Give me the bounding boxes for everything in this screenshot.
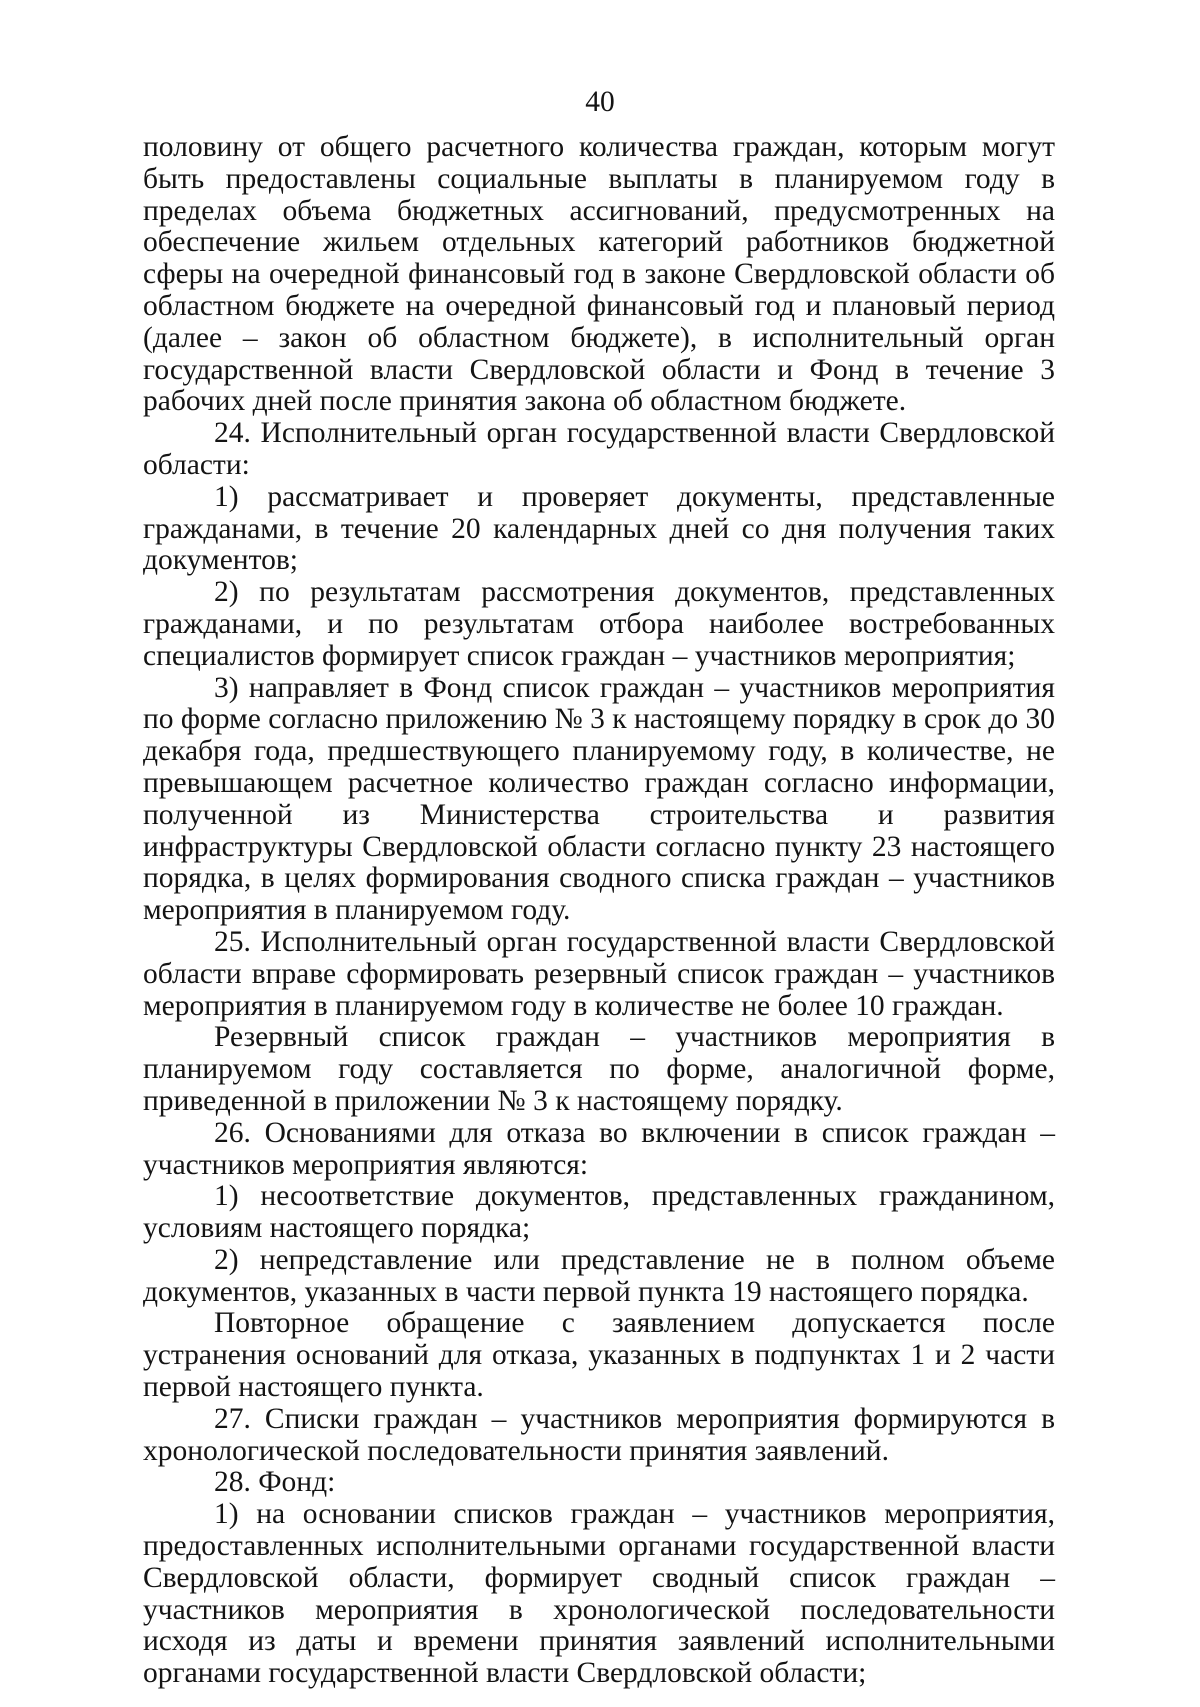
paragraph-item-28-1: 1) на основании списков граждан – участников мероприятия, предоставленных исполнительными органами государственной власти Свердловской области, формирует сводный список граждан – участников мероприятия в хронологической последовательности исходя из даты и времени принятия заявлений исполнительными органами государственной власти Свердловской области; — [143, 1498, 1055, 1690]
paragraph-item-24: 24. Исполнительный орган государственной власти Свердловской области: — [143, 417, 1055, 481]
paragraph-repeat-application: Повторное обращение с заявлением допускается после устранения оснований для отказа, указанных в подпунктах 1 и 2 части первой настоящего пункта. — [143, 1307, 1055, 1404]
paragraph-item-24-1: 1) рассматривает и проверяет документы, представленные гражданами, в течение 20 календарных дней со дня получения таких документов; — [143, 480, 1055, 577]
page-number: 40 — [585, 86, 615, 118]
paragraph-item-28: 28. Фонд: — [214, 1466, 336, 1499]
paragraph-item-24-2: 2) по результатам рассмотрения документов, представленных гражданами, и по результатам отбора наиболее востребованных специалистов формирует список граждан – участников мероприятия; — [143, 576, 1055, 672]
paragraph-item-25: 25. Исполнительный орган государственной власти Свердловской области вправе сформировать резервный список граждан – участников мероприятия в планируемом году в количестве не более 10 граждан. — [143, 925, 1055, 1022]
paragraph-item-24-3: 3) направляет в Фонд список граждан – участников мероприятия по форме согласно приложению № 3 к настоящему порядку в срок до 30 декабря года, предшествующего планируемому году, в количестве, не превышающем расчетное количество граждан согласно информации, полученной из Министерства строительства и развития инфраструктуры Свердловской области согласно пункту 23 настоящего порядка, в целях формирования сводного списка граждан – участников мероприятия в планируемом году. — [143, 671, 1055, 927]
paragraph-item-26-1: 1) несоответствие документов, представленных гражданином, условиям настоящего порядка; — [143, 1180, 1055, 1245]
paragraph-item-27: 27. Списки граждан – участников мероприятия формируются в хронологической последовательности принятия заявлений. — [143, 1402, 1055, 1467]
paragraph-continuation: половину от общего расчетного количества граждан, которым могут быть предоставлены социальные выплаты в планируемом году в пределах объема бюджетных ассигнований, предусмотренных на обеспечение жильем отдельных категорий работников бюджетной сферы на очередной финансовый год в законе Свердловской области об областном бюджете на очередной финансовый год и плановый период (далее – закон об областном бюджете), в исполнительный орган государственной власти Свердловской области и Фонд в течение 3 рабочих дней после принятия закона об областном бюджете. — [143, 131, 1055, 418]
document-body — [143, 132, 1055, 1690]
paragraph-item-26: 26. Основаниями для отказа во включении в список граждан – участников мероприятия являются: — [143, 1116, 1055, 1181]
paragraph-item-26-2: 2) непредставление или представление не в полном объеме документов, указанных в части первой пункта 19 настоящего порядка. — [143, 1243, 1055, 1308]
paragraph-reserve-list: Резервный список граждан – участников мероприятия в планируемом году составляется по форме, аналогичной форме, приведенной в приложении № 3 к настоящему порядку. — [143, 1021, 1055, 1117]
